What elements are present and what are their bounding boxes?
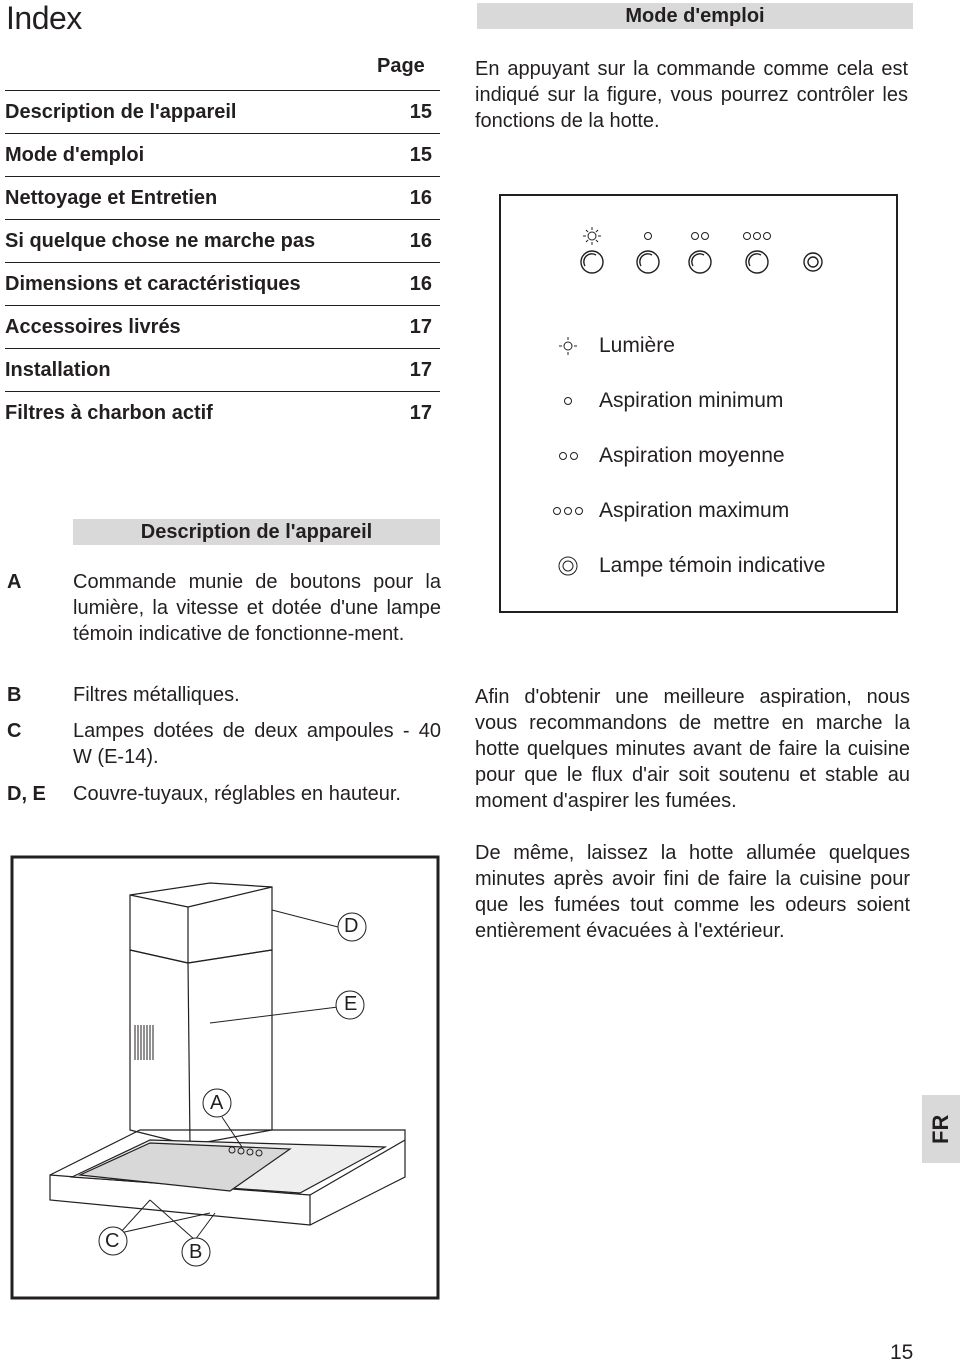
desc-key-c: C	[7, 720, 22, 742]
legend-label-indicator: Lampe témoin indicative	[599, 554, 826, 577]
toc-row[interactable]	[5, 348, 440, 391]
label-c: C	[105, 1230, 120, 1252]
toc-row[interactable]	[5, 176, 440, 219]
toc-label: Mode d'emploi	[5, 144, 145, 166]
button-knobs	[581, 251, 822, 273]
legend-label-max: Aspiration maximum	[599, 499, 790, 522]
toc-page: 16	[409, 187, 432, 209]
desc-text-a: Commande munie de boutons pour la lumière, la vitesse et dotée d'une lampe témoin indicative de fonctionne-ment.	[73, 571, 441, 645]
desc-text-de: Couvre-tuyaux, réglables en hauteur.	[73, 783, 401, 805]
toc-page: 17	[409, 316, 432, 338]
figure-frame	[12, 857, 438, 1298]
label-d: D	[344, 915, 359, 937]
toc-label: Nettoyage et Entretien	[5, 187, 218, 209]
page-column-header: Page	[377, 55, 425, 77]
toc-row[interactable]	[5, 305, 440, 348]
toc-label: Si quelque chose ne marche pas	[5, 230, 316, 252]
toc-page: 17	[409, 359, 432, 381]
label-circles	[99, 913, 366, 1266]
sun-icon	[583, 227, 601, 245]
toc-label: Dimensions et caractéristiques	[5, 273, 301, 295]
index-title: Index	[6, 0, 82, 36]
vent-grille	[135, 1025, 153, 1060]
label-e: E	[344, 993, 358, 1015]
paragraph-after-cooking: De même, laissez la hotte allumée quelques minutes après avoir fini de faire la cuisine pour que les fumées tout comme les odeurs soient entièrement évacuées à l'extérieur.	[475, 842, 910, 942]
legend-symbols	[548, 332, 588, 582]
toc-label: Filtres à charbon actif	[5, 402, 213, 424]
sun-icon	[559, 337, 577, 355]
toc-row[interactable]	[5, 262, 440, 305]
toc-page: 16	[409, 273, 432, 295]
language-tab-label: FR	[928, 1114, 953, 1144]
speed-indicator-icons	[645, 233, 771, 240]
one-circle-icon	[565, 398, 572, 405]
toc-page: 16	[409, 230, 432, 252]
label-b: B	[189, 1241, 203, 1263]
control-buttons	[560, 222, 840, 282]
desc-key-b: B	[7, 684, 22, 706]
label-a: A	[210, 1092, 224, 1114]
toc-label: Description de l'appareil	[5, 101, 237, 123]
toc-row[interactable]	[5, 133, 440, 176]
mode-emploi-heading: Mode d'emploi	[477, 3, 913, 29]
toc-row[interactable]	[5, 219, 440, 262]
legend-label-light: Lumière	[599, 334, 675, 357]
toc-label: Installation	[5, 359, 111, 381]
desc-key-de: D, E	[7, 783, 46, 805]
toc-row[interactable]	[5, 90, 440, 133]
desc-text-c: Lampes dotées de deux ampoules - 40 W (E-14).	[73, 720, 441, 768]
three-circles-icon	[554, 508, 583, 515]
toc-page: 15	[409, 101, 432, 123]
indicator-lamp-icon	[559, 557, 577, 575]
chimney	[130, 883, 272, 1145]
hood-illustration	[10, 855, 440, 1300]
toc-row[interactable]	[5, 391, 440, 434]
toc-page: 17	[409, 402, 432, 424]
intro-paragraph: En appuyant sur la commande comme cela est indiqué sur la figure, vous pourrez contrôler les fonctions de la hotte.	[475, 58, 908, 132]
toc-page: 15	[409, 144, 432, 166]
language-tab	[922, 1095, 960, 1163]
toc-label: Accessoires livrés	[5, 316, 181, 338]
two-circles-icon	[560, 453, 578, 460]
hood-canopy	[50, 1130, 405, 1225]
legend-label-min: Aspiration minimum	[599, 389, 784, 412]
paragraph-before-cooking: Afin d'obtenir une meilleure aspiration, nous vous recommandons de mettre en marche la hotte quelques minutes avant de faire la cuisine pour que le flux d'air soit soutenu et stable au moment d'aspirer les fumées.	[475, 686, 910, 812]
legend-label-mid: Aspiration moyenne	[599, 444, 785, 467]
desc-text-b: Filtres métalliques.	[73, 684, 240, 706]
description-heading: Description de l'appareil	[73, 519, 440, 545]
desc-key-a: A	[7, 571, 22, 593]
page-number: 15	[890, 1341, 914, 1364]
